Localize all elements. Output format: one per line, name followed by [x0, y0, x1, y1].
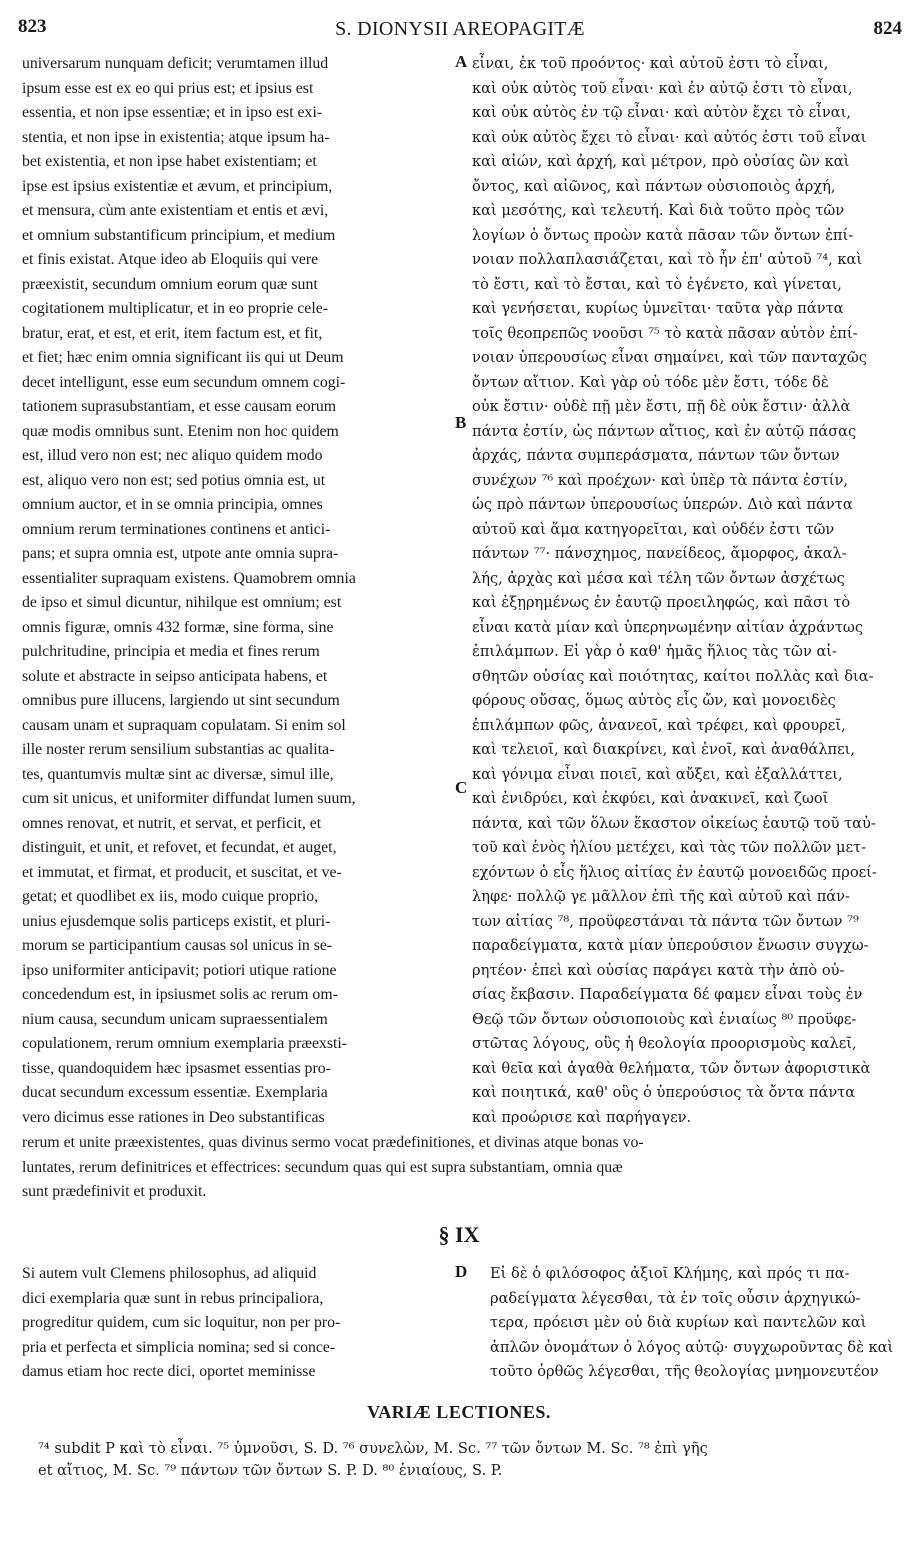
latin-line: et fiet; hæc enim omnia significant iis qui ut Deum — [22, 349, 344, 366]
latin-line: ipsum esse est ex eo qui prius est; et ipsius est — [22, 79, 314, 97]
latin-line: decet intelligunt, esse eum secundum omnem cogi- — [22, 373, 346, 391]
latin-line: cum sit unicus, et uniformiter diffundat lumen suum, — [22, 790, 356, 807]
latin-line: præexistit, secundum omnium eorum quæ sunt — [22, 275, 318, 293]
latin-line: causam unam et supraquam copulatam. Si enim sol — [22, 716, 346, 734]
latin-line: essentialiter supraquam existens. Quamobrem omnia — [22, 569, 356, 587]
greek-line: παραδείγματα, κατὰ μίαν ὑπερούσιον ἕνωσιν συγχω- — [472, 937, 869, 954]
greek-line: καὶ ἐξῃρημένως ἐν ἑαυτῷ προειληφώς, καὶ πᾶσι τὸ — [472, 594, 851, 611]
latin-line: de ipso et simul dicuntur, nihilque est omnium; est — [22, 594, 342, 611]
greek-line: ἁπλῶν ὀνομάτων ὁ λόγος αὐτῷ· συγχωροῦντας δὲ καὶ — [490, 1338, 894, 1356]
latin-line: et immutat, et firmat, et producit, et suscitat, et ve- — [22, 863, 342, 881]
latin-line: omnes renovat, et nutrit, et servat, et perficit, et — [22, 814, 322, 832]
latin-line: morum se participantium causas sol unicus in se- — [22, 937, 333, 954]
latin-line: pans; et supra omnia est, utpote ante omnia supra- — [22, 545, 339, 562]
greek-line: πάντα, καὶ τῶν ὅλων ἕκαστον οἰκείως ἑαυτῷ τοῦ ταὐ- — [472, 814, 876, 832]
latin-line: progreditur quidem, cum sic loquitur, non per pro- — [22, 1314, 341, 1331]
page-number-left: 823 — [18, 16, 47, 37]
latin-line: dici exemplaria quæ sunt in rebus principaliora, — [22, 1289, 324, 1307]
greek-line: καὶ γόνιμα εἶναι ποιεῖ, καὶ αὔξει, καὶ ἐξαλλάττει, — [472, 765, 843, 783]
greek-line: καὶ τελειοῖ, καὶ διακρίνει, καὶ ἑνοῖ, καὶ ἀναθάλπει, — [472, 741, 855, 758]
greek-line: αὐτοῦ καὶ ἅμα κατηγορεῖται, καὶ οὐδέν ἐστι τῶν — [472, 520, 835, 538]
variant-note-line: et αἴτιος, M. Sc. ⁷⁹ πάντων τῶν ὄντων S. P. D. ⁸⁰ ἑνιαίους, S. P. — [38, 1462, 503, 1479]
greek-line: τερα, πρόεισι μὲν οὐ διὰ κυρίων καὶ παντελῶν καὶ — [490, 1314, 867, 1331]
latin-line: tisse, quandoquidem hæc ipsasmet essentias pro- — [22, 1059, 331, 1077]
page-number-right: 824 — [873, 18, 902, 39]
greek-line: ἐπιλάμπων φῶς, ἀνανεοῖ, καὶ τρέφει, καὶ φρουρεῖ, — [472, 716, 846, 734]
latin-line: nium causa, secundum unicam supraessentialem — [22, 1010, 328, 1028]
greek-line: ραδείγματα λέγεσθαι, τὰ ἐν τοῖς οὖσιν ἀρχηγικώ- — [490, 1289, 861, 1307]
greek-line: καὶ οὐκ αὐτὸς τοῦ εἶναι· καὶ ἐν αὐτῷ ἐστι τὸ εἶναι, — [472, 79, 853, 97]
greek-line: καὶ μεσότης, καὶ τελευτή. Καὶ διὰ τοῦτο πρὸς τῶν — [472, 202, 845, 219]
latin-line: tes, quantumvis multæ sint ac diversæ, simul ille, — [22, 765, 334, 783]
latin-line: ille noster rerum sensilium substantias ac qualita- — [22, 741, 335, 758]
latin-line: stentia, et non ipse in existentia; atque ipsum ha- — [22, 128, 330, 146]
latin-line: et mensura, cùm ante existentiam et entis et ævi, — [22, 202, 329, 219]
variae-lectiones-notes — [38, 1438, 898, 1482]
latin-line: copulationem, rerum omnium exemplaria præexsti- — [22, 1035, 348, 1052]
latin-line: concedendum est, in ipsiusmet solis ac rerum om- — [22, 986, 338, 1003]
greek-line: καὶ ποιητικά, καθ' οὓς ὁ ὑπερούσιος τὰ ὄντα πάντα — [472, 1084, 856, 1101]
greek-line: εἶναι, ἐκ τοῦ προόντος· καὶ αὐτοῦ ἐστι τὸ εἶναι, — [472, 55, 829, 72]
section-latin-column — [22, 1262, 454, 1385]
latin-line: et finis existat. Atque ideo ab Eloquiis qui vere — [22, 251, 319, 268]
greek-line: των αἰτίας ⁷⁸, προϋφεστάναι τὰ πάντα τῶν ὄντων ⁷⁹ — [472, 912, 859, 930]
running-header — [14, 14, 906, 42]
section-heading: § IX — [438, 1222, 480, 1247]
greek-line: καὶ προώρισε καὶ παρήγαγεν. — [472, 1108, 692, 1126]
greek-line: καὶ οὐκ αὐτὸς ἔχει τὸ εἶναι· καὶ αὐτός ἐστι τοῦ εἶναι — [472, 128, 867, 146]
margin-letter-d: D — [455, 1262, 468, 1281]
latin-line: getat; et quodlibet ex iis, modo cuique proprio, — [22, 888, 319, 905]
greek-line: στῶτας λόγους, οὓς ἡ θεολογία προορισμοὺς καλεῖ, — [472, 1035, 857, 1052]
latin-line: et omnium substantificum principium, et medium — [22, 226, 336, 244]
greek-line: ὡς πρὸ πάντων ὑπερουσίως ὑπερών. Διὸ καὶ πάντα — [472, 496, 853, 513]
latin-line: luntates, rerum definitrices et effectrices: secundum quas qui est supra substantiam, omnia quæ — [22, 1158, 623, 1176]
greek-line: λογίων ὁ ὄντως προὼν κατὰ πᾶσαν τῶν ὄντων ἐπί- — [472, 226, 854, 244]
latin-line: omnium rerum terminationes continens et antici- — [22, 520, 331, 538]
greek-line: ἀρχάς, πάντα συμπεράσματα, πάντων τῶν ὄντων — [472, 447, 840, 464]
greek-column — [472, 52, 902, 1130]
greek-line: φόρους οὔσας, ὅμως αὐτὸς εἷς ὤν, καὶ μονοειδὲς — [472, 692, 836, 709]
latin-line: cogitationem multiplicatur, et in eo proprie cele- — [22, 300, 328, 317]
greek-line: ληφε· πολλῷ γε μᾶλλον ἐπὶ τῆς καὶ αὐτοῦ καὶ πάν- — [472, 888, 850, 905]
latin-line: solute et abstracte in seipso anticipata habens, et — [22, 667, 328, 685]
latin-line: est, aliquo vero non est; sed potius omnia est, ut — [22, 471, 326, 489]
latin-line: damus etiam hoc recte dici, oportet meminisse — [22, 1363, 316, 1380]
latin-line: Si autem vult Clemens philosophus, ad aliquid — [22, 1265, 317, 1282]
latin-line: ipse est ipsius existentiæ et ævum, et principium, — [22, 177, 333, 195]
greek-line: καὶ αἰών, καὶ ἀρχή, καὶ μέτρον, πρὸ οὐσίας ὢν καὶ — [472, 153, 850, 170]
margin-letter-b: B — [455, 413, 467, 432]
latin-line: omnibus pure illucens, largiendo ut sint secundum — [22, 692, 340, 709]
latin-line: vero dicimus esse rationes in Deo substantificas — [22, 1108, 325, 1126]
margin-letter-c: C — [455, 778, 468, 797]
running-title: S. DIONYSII AREOPAGITÆ — [335, 18, 585, 40]
greek-line: καὶ θεῖα καὶ ἀγαθὰ θελήματα, τῶν ὄντων ἀφοριστικὰ — [472, 1059, 871, 1077]
latin-line: quæ modis omnibus sunt. Etenim non hoc quidem — [22, 422, 339, 440]
latin-line: essentia, et non ipse essentiæ; et in ipso est exi- — [22, 104, 323, 121]
latin-line: omnium auctor, et in se omnia principia, omnes — [22, 496, 323, 513]
greek-line: συνέχων ⁷⁶ καὶ προέχων· καὶ ὑπὲρ τὰ πάντα ἐστίν, — [472, 471, 849, 489]
latin-line: omnis figuræ, omnis 432 formæ, sine forma, sine — [22, 618, 334, 636]
latin-column — [22, 52, 454, 1130]
greek-line: εἶναι κατὰ μίαν καὶ ὑπερηνωμένην αἰτίαν ἀχράντως — [472, 618, 864, 636]
margin-letter-a: A — [455, 52, 468, 71]
greek-line: νοιαν ὑπερουσίως εἶναι σημαίνει, καὶ τῶν πανταχῶς — [472, 349, 867, 366]
latin-line: rerum et unite præexistentes, quas divinus sermo vocat prædefinitiones, et divinas atque bonas vo- — [22, 1134, 644, 1151]
latin-line: tationem suprasubstantiam, et esse causam eorum — [22, 398, 337, 415]
latin-line: pria et perfecta et simplicia nomina; sed si conce- — [22, 1338, 336, 1356]
latin-continuation — [22, 1131, 902, 1205]
greek-line: τοῦ καὶ ἑνὸς ἡλίου μετέχει, καὶ τὰς τῶν πολλῶν μετ- — [472, 839, 867, 856]
latin-line: sunt prædefinivit et produxit. — [22, 1183, 207, 1200]
latin-line: distinguit, et unit, et refovet, et fecundat, et auget, — [22, 839, 337, 856]
greek-line: ρητέον· ἐπεὶ καὶ οὐσίας παράγει κατὰ τὴν ἀπὸ οὐ- — [472, 961, 845, 979]
greek-line: τοῖς θεοπρεπῶς νοοῦσι ⁷⁵ τὸ κατὰ πᾶσαν αὐτὸν ἐπί- — [472, 324, 858, 342]
greek-line: ἐπιλάμπων. Εἰ γὰρ ὁ καθ' ἡμᾶς ἥλιος τὰς τῶν αἰ- — [472, 643, 837, 660]
greek-line: ὄντων αἴτιον. Καὶ γὰρ οὐ τόδε μὲν ἔστι, τόδε δὲ — [472, 373, 829, 391]
greek-line: καὶ γενήσεται, κυρίως ὑμνεῖται· ταῦτα γὰρ πάντα — [472, 300, 844, 317]
latin-line: bratur, erat, et est, et erit, item factum est, et fit, — [22, 324, 323, 342]
greek-line: εχόντων ὁ εἷς ἥλιος αἰτίας ἐν ἑαυτῷ μονοειδῶς προεί- — [472, 863, 877, 881]
latin-line: bet existentia, et non ipse habet existentiam; et — [22, 153, 317, 170]
greek-line: πάντα ἐστίν, ὡς πάντων αἴτιος, καὶ ἐν αὐτῷ πάσας — [472, 422, 857, 440]
greek-line: τὸ ἔστι, καὶ τὸ ἔσται, καὶ τὸ ἐγένετο, καὶ γίνεται, — [472, 275, 842, 293]
greek-line: σθητῶν οὐσίας καὶ ποιότητας, καίτοι πολλὰς καὶ δια- — [472, 667, 874, 685]
greek-line: Θεῷ τῶν ὄντων οὐσιοποιοὺς καὶ ἑνιαίως ⁸⁰ προϋφε- — [472, 1010, 857, 1028]
latin-line: ducat secundum excessum essentiæ. Exemplaria — [22, 1084, 328, 1101]
greek-line: Εἰ δὲ ὁ φιλόσοφος ἀξιοῖ Κλήμης, καὶ πρός τι πα- — [490, 1265, 850, 1282]
greek-line: λής, ἀρχὰς καὶ μέσα καὶ τέλη τῶν ὄντων ἀσχέτως — [472, 569, 845, 587]
latin-line: unius ejusdemque solis particeps existit, et pluri- — [22, 912, 331, 930]
greek-line: τοῦτο ὀρθῶς λέγεσθαι, τῆς θεολογίας μνημονευτέον — [490, 1363, 879, 1380]
greek-line: καὶ ἐνιδρύει, καὶ ἐκφύει, καὶ ἀνακινεῖ, καὶ ζωοῖ — [472, 790, 829, 807]
latin-line: est, illud vero non est; nec aliquo quidem modo — [22, 447, 323, 464]
greek-line: ὄντος, καὶ αἰῶνος, καὶ πάντων οὐσιοποιὸς ἀρχή, — [472, 177, 836, 195]
greek-line: νοιαν πολλαπλασιάζεται, καὶ τὸ ἦν ἐπ' αὐτοῦ ⁷⁴, καὶ — [472, 251, 863, 268]
greek-line: σίας ἔκβασιν. Παραδείγματα δέ φαμεν εἶναι τοὺς ἐν — [472, 986, 863, 1003]
latin-line: universarum nunquam deficit; verumtamen illud — [22, 55, 329, 72]
variant-note-line: ⁷⁴ subdit P καὶ τὸ εἶναι. ⁷⁵ ὑμνοῦσι, S. D. ⁷⁶ συνελὼν, M. Sc. ⁷⁷ τῶν ὄντων M. Sc. ⁷⁸ ἐπὶ γῆς — [38, 1440, 708, 1457]
greek-line: πάντων ⁷⁷· πάνσχημος, πανείδεος, ἄμορφος, ἀκαλ- — [472, 545, 847, 562]
greek-line: οὐκ ἔστιν· οὐδὲ πῇ μὲν ἔστι, πῇ δὲ οὐκ ἔστιν· ἀλλὰ — [472, 398, 851, 415]
variae-lectiones-heading: VARIÆ LECTIONES. — [367, 1402, 551, 1422]
latin-line: ipso uniformiter anticipavit; potiori utique ratione — [22, 961, 337, 979]
greek-line: καὶ οὐκ αὐτὸς ἐν τῷ εἶναι· καὶ αὐτὸν ἔχει τὸ εἶναι, — [472, 104, 852, 121]
section-greek-column — [490, 1262, 902, 1385]
latin-line: pulchritudine, principia et media et fines rerum — [22, 643, 320, 660]
